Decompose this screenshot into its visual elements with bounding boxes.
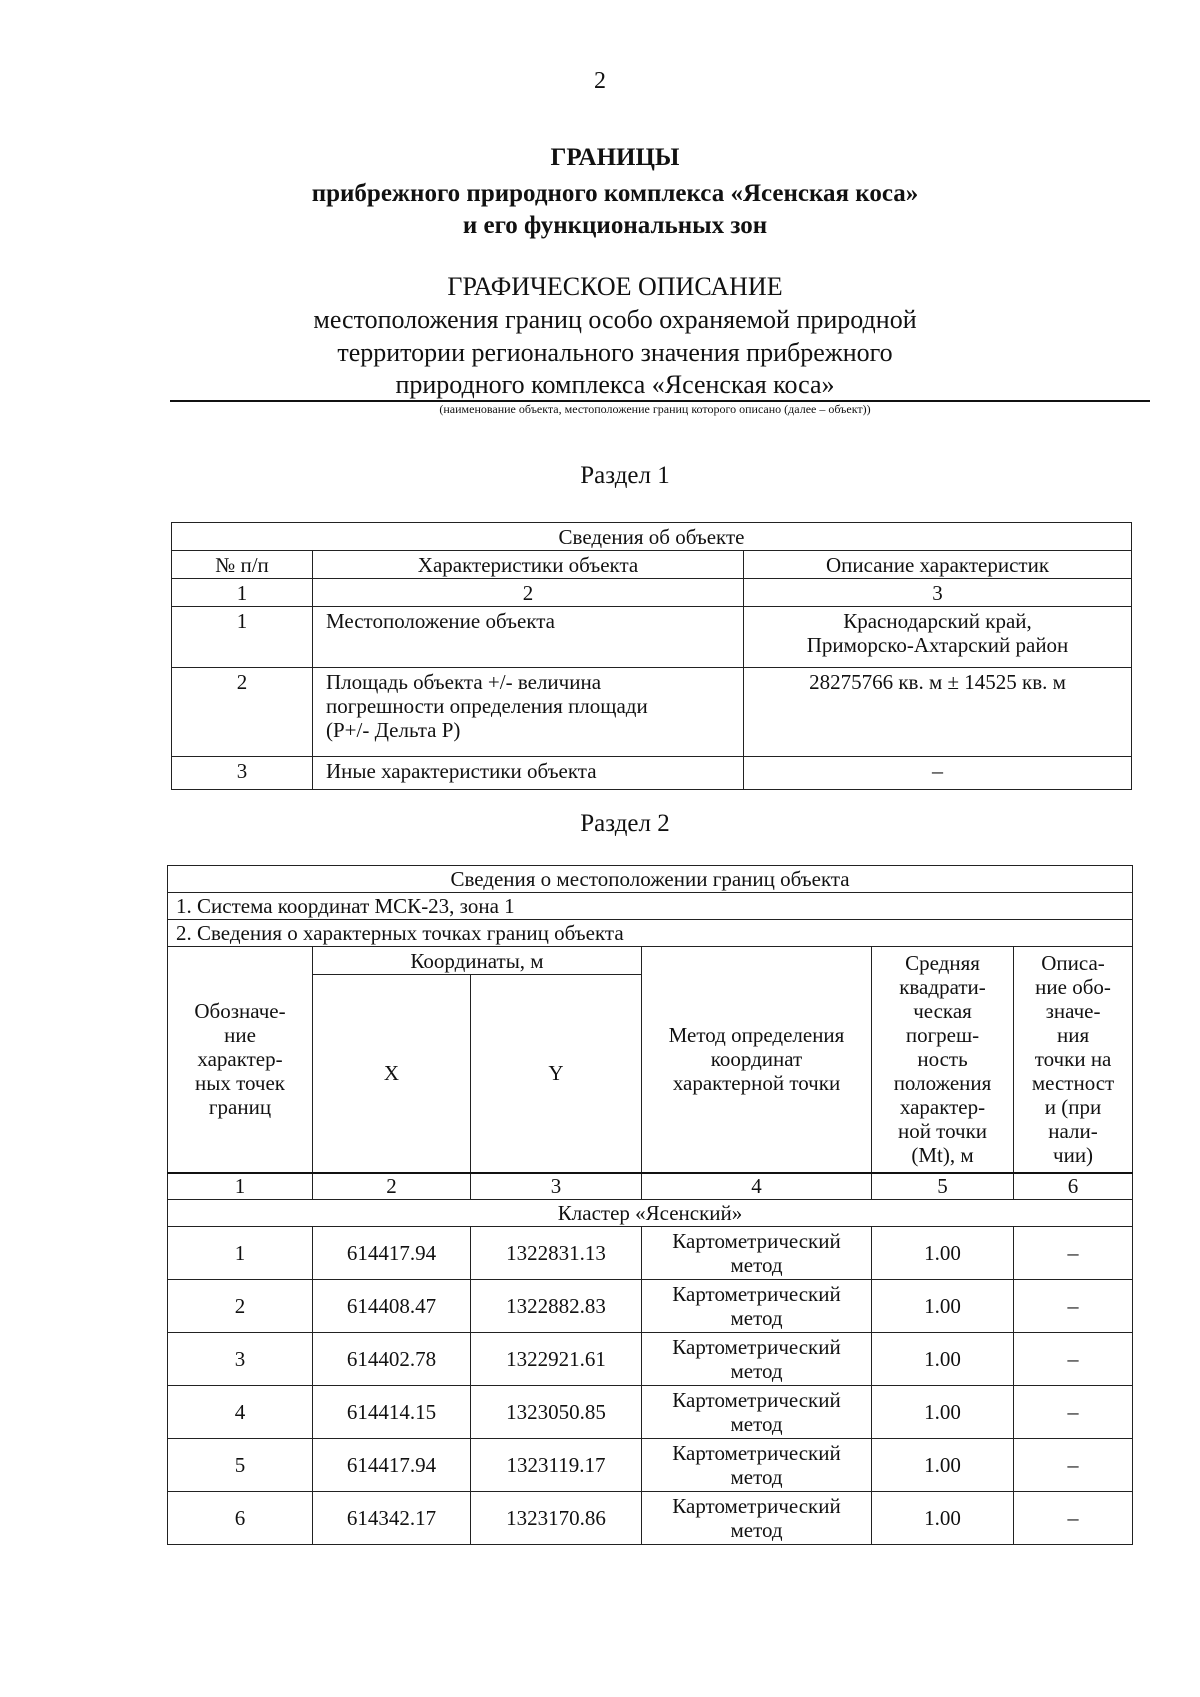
object-info-title: Сведения об объекте [172,523,1132,551]
point-number: 3 [168,1333,313,1386]
header-x: X [313,975,471,1173]
text-line: метод [730,1359,783,1383]
table-row [168,1227,1133,1280]
description-cell [744,668,1132,757]
point-description: – [1014,1439,1133,1492]
point-y: 1322921.61 [471,1333,642,1386]
title-line-2: прибрежного природного комплекса «Ясенская коса» [311,180,919,207]
point-number: 5 [168,1439,313,1492]
text-line: характер- [197,1047,283,1072]
text-line: Местоположение объекта [326,609,556,633]
point-x: 614414.15 [313,1386,471,1439]
page-number: 2 [594,68,606,94]
object-name-note: (наименование объекта, местоположение границ которого описано (далее – объект)) [439,402,871,416]
text-line: ние обо- [1035,975,1111,1000]
table-row [168,1333,1133,1386]
text-line: ных точек [194,1071,286,1096]
text-line: значе- [1045,999,1101,1024]
col-number: 2 [313,579,744,607]
point-y: 1322882.83 [471,1280,642,1333]
point-method [642,1280,872,1333]
point-y: 1322831.13 [471,1227,642,1280]
point-mt: 1.00 [872,1386,1014,1439]
section-1-title: Раздел 1 [580,462,670,489]
header-characteristic: Характеристики объекта [313,551,744,579]
header-method [642,947,872,1173]
text-line: ние [224,1023,256,1048]
point-x: 614402.78 [313,1333,471,1386]
point-x: 614408.47 [313,1280,471,1333]
characteristic-cell [313,668,744,757]
text-line: Описа- [1041,951,1105,976]
text-line: координат [710,1047,803,1072]
point-number: 1 [168,1227,313,1280]
point-method [642,1439,872,1492]
header-num: № п/п [172,551,313,579]
text-line: Средняя [905,951,980,976]
point-number: 2 [168,1280,313,1333]
text-line: метод [730,1465,783,1489]
text-line: точки на [1034,1047,1112,1072]
point-y: 1323119.17 [471,1439,642,1492]
text-line: – [932,758,943,783]
col-number: 1 [172,579,313,607]
text-line: Метод определения [668,1023,845,1048]
title-line-1: ГРАНИЦЫ [550,144,680,171]
text-line: 28275766 кв. м ± 14525 кв. м [809,670,1066,694]
point-x: 614417.94 [313,1227,471,1280]
point-method [642,1333,872,1386]
text-line: Приморско-Ахтарский район [806,633,1069,657]
text-line: Картометрический [672,1229,841,1253]
header-error [872,947,1014,1173]
points-heading: 2. Сведения о характерных точках границ объекта [168,920,1133,947]
table-row [168,1492,1133,1545]
point-method [642,1492,872,1545]
text-line: (Р+/- Дельта Р) [326,718,461,742]
boundary-table-title: Сведения о местоположении границ объекта [168,866,1133,893]
row-number: 2 [172,668,313,757]
header-y: Y [471,975,642,1173]
col-number: 2 [313,1173,471,1200]
text-line: Иные характеристики объекта [326,759,597,783]
text-line: Картометрический [672,1388,841,1412]
col-number: 3 [471,1173,642,1200]
boundary-points-table [167,865,1133,1545]
col-number: 5 [872,1173,1014,1200]
text-line: Краснодарский край, [843,609,1032,633]
text-line: квадрати- [899,975,986,1000]
point-mt: 1.00 [872,1439,1014,1492]
section-2-title: Раздел 2 [580,810,670,837]
point-y: 1323170.86 [471,1492,642,1545]
text-line: границ [208,1095,272,1120]
point-description: – [1014,1492,1133,1545]
header-description: Описание характеристик [744,551,1132,579]
col-number: 6 [1014,1173,1133,1200]
table-row [172,757,1132,790]
text-line: Картометрический [672,1282,841,1306]
object-info-table [171,522,1132,790]
text-line: (Mt), м [911,1143,974,1168]
text-line: Картометрический [672,1335,841,1359]
point-mt: 1.00 [872,1492,1014,1545]
title-line-3: и его функциональных зон [462,212,768,239]
description-cell [744,607,1132,668]
description-cell [744,757,1132,790]
table-row [168,1439,1133,1492]
text-line: местност [1031,1071,1115,1096]
graphic-line-1: местоположения границ особо охраняемой природной [313,305,917,334]
text-line: и (при [1044,1095,1102,1120]
graphic-line-3: природного комплекса «Ясенская коса» [395,370,835,399]
point-mt: 1.00 [872,1227,1014,1280]
table-row [168,1386,1133,1439]
header-coordinates: Координаты, м [313,947,642,975]
text-line: нали- [1048,1119,1098,1144]
point-mt: 1.00 [872,1280,1014,1333]
point-method [642,1386,872,1439]
text-line: погрешности определения площади [326,694,648,718]
characteristic-cell [313,607,744,668]
graphic-heading: ГРАФИЧЕСКОЕ ОПИСАНИЕ [447,272,783,301]
text-line: метод [730,1253,783,1277]
text-line: чии) [1053,1143,1094,1168]
text-line: метод [730,1412,783,1436]
table-row [172,668,1132,757]
point-x: 614342.17 [313,1492,471,1545]
point-number: 6 [168,1492,313,1545]
characteristic-cell [313,757,744,790]
graphic-line-2: территории регионального значения прибрежного [337,338,893,367]
text-line: положения [893,1071,992,1096]
col-number: 3 [744,579,1132,607]
header-point-description [1014,947,1133,1173]
cluster-heading: Кластер «Ясенский» [168,1200,1133,1227]
coordinate-system: 1. Система координат МСК-23, зона 1 [168,893,1133,920]
table-row [168,1280,1133,1333]
point-y: 1323050.85 [471,1386,642,1439]
text-line: характерной точки [672,1071,841,1096]
text-line: метод [730,1306,783,1330]
row-number: 1 [172,607,313,668]
text-line: характер- [899,1095,986,1120]
point-x: 614417.94 [313,1439,471,1492]
row-number: 3 [172,757,313,790]
text-line: погреш- [905,1023,980,1048]
point-description: – [1014,1386,1133,1439]
text-line: Картометрический [672,1494,841,1518]
point-method [642,1227,872,1280]
col-number: 1 [168,1173,313,1200]
text-line: метод [730,1518,783,1542]
text-line: Обозначе- [194,999,286,1024]
table-row [172,607,1132,668]
col-number: 4 [642,1173,872,1200]
point-description: – [1014,1227,1133,1280]
header-designation [168,947,313,1173]
point-number: 4 [168,1386,313,1439]
text-line: ной точки [897,1119,988,1144]
point-description: – [1014,1333,1133,1386]
text-line: Площадь объекта +/- величина [326,670,602,694]
point-mt: 1.00 [872,1333,1014,1386]
text-line: ния [1056,1023,1090,1048]
text-line: ческая [913,999,972,1024]
text-line: Картометрический [672,1441,841,1465]
text-line: ность [917,1047,968,1072]
point-description: – [1014,1280,1133,1333]
